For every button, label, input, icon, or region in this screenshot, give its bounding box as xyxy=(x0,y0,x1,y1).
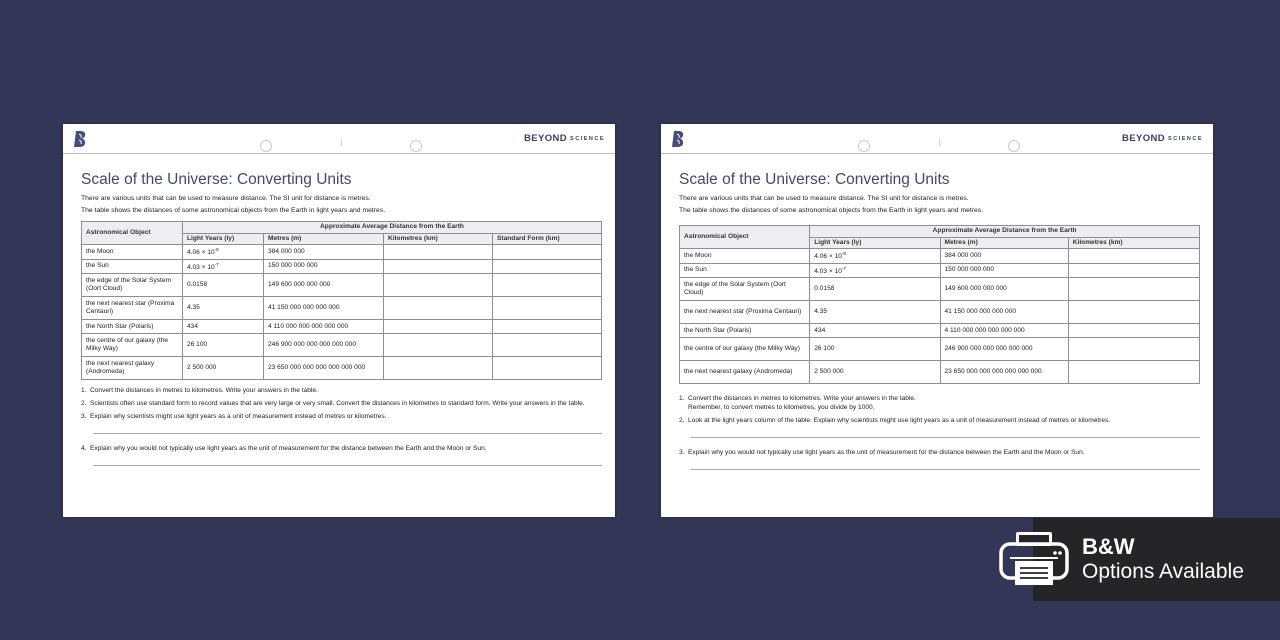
sheet-header xyxy=(661,124,1213,154)
answer-cell-sf[interactable] xyxy=(493,274,602,297)
question-2: 2. Look at the light years column of the table. Explain why scientists might use light years as a unit of measurement instead of metres or kilometres. xyxy=(679,417,1111,425)
answer-cell-km[interactable] xyxy=(1068,301,1199,324)
object-header: Astronomical Object xyxy=(680,226,810,249)
punch-hole xyxy=(410,140,422,152)
distance-table xyxy=(679,225,1200,384)
answer-cell-km[interactable] xyxy=(1068,361,1199,384)
question-1: 1. Convert the distances in metres to kilometres. Write your answers in the table. Remember, to convert metres to kilometres, you divide by 1000. xyxy=(679,395,916,412)
table-row: the North Star (Polaris) 434 4 110 000 000 000 000 000 xyxy=(680,324,1200,338)
answer-cell-km[interactable] xyxy=(1068,278,1199,301)
table-row: the Moon $4.06 \times 10^{-8}$ 384 000 000 xyxy=(680,249,1200,264)
badge-title: B&W xyxy=(1082,534,1135,559)
question-note: Remember, to convert metres to kilometres, you divide by 1000. xyxy=(688,404,875,412)
questions-list xyxy=(81,386,602,466)
answer-cell-km[interactable] xyxy=(384,320,493,334)
brand-logo-text: BEYOND SCIENCE xyxy=(1122,133,1203,144)
answer-line[interactable] xyxy=(691,469,1200,470)
answer-cell-km[interactable] xyxy=(1068,324,1199,338)
table-row: the edge of the Solar System (Oort Cloud) 0.0158 149 600 000 000 000 xyxy=(680,278,1200,301)
table-row: the Sun $4.03 \times 10^{-7}$ 150 000 000 000 xyxy=(82,259,602,274)
table-row: the centre of our galaxy (the Milky Way) 26 100 246 900 000 000 000 000 000 xyxy=(680,338,1200,361)
answer-cell-km[interactable] xyxy=(384,274,493,297)
object-header: Astronomical Object xyxy=(82,222,183,245)
worksheet-title: Scale of the Universe: Converting Units xyxy=(81,171,352,188)
col-header-ly: Light Years (ly) xyxy=(183,233,264,245)
answer-cell-km[interactable] xyxy=(384,259,493,274)
brand-logo-text: BEYOND SCIENCE xyxy=(524,133,605,144)
answer-cell-km[interactable] xyxy=(384,297,493,320)
table-row: the edge of the Solar System (Oort Cloud) 0.0158 149 600 000 000 000 xyxy=(82,274,602,297)
table-row: the next nearest star (Proxima Centauri) 4.35 41 150 000 000 000 000 xyxy=(680,301,1200,324)
table-row: the Moon $4.06 \times 10^{-8}$ 384 000 000 xyxy=(82,245,602,260)
bw-options-badge xyxy=(1033,518,1280,601)
sheet-header xyxy=(63,124,615,154)
worksheet-kilometres xyxy=(661,124,1213,517)
punch-hole xyxy=(858,140,870,152)
fold-mark xyxy=(341,139,342,146)
answer-cell-km[interactable] xyxy=(1068,338,1199,361)
intro-text: There are various units that can be used to measure distance. The SI unit for distance is metres. The table shows the distances of some astronomical objects from the Earth in light years and metres. xyxy=(81,195,386,214)
answer-cell-sf[interactable] xyxy=(493,320,602,334)
worksheet-title: Scale of the Universe: Converting Units xyxy=(679,171,950,188)
answer-line[interactable] xyxy=(93,465,602,466)
group-header: Approximate Average Distance from the Earth xyxy=(810,226,1200,238)
col-header-km: Kilometres (km) xyxy=(384,233,493,245)
answer-cell-km[interactable] xyxy=(384,357,493,380)
beyond-logo-icon xyxy=(73,130,87,148)
col-header-m: Metres (m) xyxy=(264,233,384,245)
answer-cell-sf[interactable] xyxy=(493,245,602,260)
answer-cell-sf[interactable] xyxy=(493,259,602,274)
questions-list xyxy=(679,394,1200,470)
answer-line[interactable] xyxy=(93,433,602,434)
answer-cell-sf[interactable] xyxy=(493,334,602,357)
answer-cell-km[interactable] xyxy=(1068,263,1199,278)
answer-cell-sf[interactable] xyxy=(493,357,602,380)
question-1: 1. Convert the distances in metres to kilometres. Write your answers in the table. xyxy=(81,387,318,395)
table-row: the Sun $4.03 \times 10^{-7}$ 150 000 000 000 xyxy=(680,263,1200,278)
distance-table xyxy=(81,221,602,380)
printer-icon xyxy=(998,529,1070,589)
intro-text: There are various units that can be used to measure distance. The SI unit for distance is metres. The table shows the distances of some astronomical objects from the Earth in light years and metres. xyxy=(679,195,984,214)
col-header-ly: Light Years (ly) xyxy=(810,237,940,249)
punch-hole xyxy=(260,140,272,152)
table-row: the centre of our galaxy (the Milky Way) 26 100 246 900 000 000 000 000 000 xyxy=(82,334,602,357)
badge-subtitle: Options Available xyxy=(1082,560,1244,583)
table-row: the next nearest galaxy (Andromeda) 2 500 000 23 650 000 000 000 000 000 000 xyxy=(82,357,602,380)
question-2: 2. Scientists often use standard form to record values that are very large or very small. Convert the distances in kilometres to standard form. Write your answers in the table. xyxy=(81,400,585,408)
table-row: the next nearest galaxy (Andromeda) 2 500 000 23 650 000 000 000 000 000 000 xyxy=(680,361,1200,384)
table-row: the North Star (Polaris) 434 4 110 000 000 000 000 000 xyxy=(82,320,602,334)
fold-mark xyxy=(939,139,940,146)
answer-cell-km[interactable] xyxy=(384,334,493,357)
table-row: the next nearest star (Proxima Centauri) 4.35 41 150 000 000 000 000 xyxy=(82,297,602,320)
col-header-sf: Standard Form (km) xyxy=(493,233,602,245)
col-header-km: Kilometres (km) xyxy=(1068,237,1199,249)
question-4: 4. Explain why you would not typically use light years as the unit of measurement for the distance between the Earth and the Moon or Sun. xyxy=(81,445,487,453)
beyond-logo-icon xyxy=(671,130,685,148)
answer-line[interactable] xyxy=(691,437,1200,438)
question-3: 3. Explain why you would not typically use light years as the unit of measurement for the distance between the Earth and the Moon or Sun. xyxy=(679,449,1085,457)
question-3: 3. Explain why scientists might use light years as a unit of measurement instead of metres or kilometres. xyxy=(81,413,387,421)
answer-cell-sf[interactable] xyxy=(493,297,602,320)
answer-cell-km[interactable] xyxy=(1068,249,1199,264)
punch-hole xyxy=(1008,140,1020,152)
group-header: Approximate Average Distance from the Earth xyxy=(183,222,602,234)
worksheet-standard-form xyxy=(63,124,615,517)
col-header-m: Metres (m) xyxy=(940,237,1068,249)
answer-cell-km[interactable] xyxy=(384,245,493,260)
